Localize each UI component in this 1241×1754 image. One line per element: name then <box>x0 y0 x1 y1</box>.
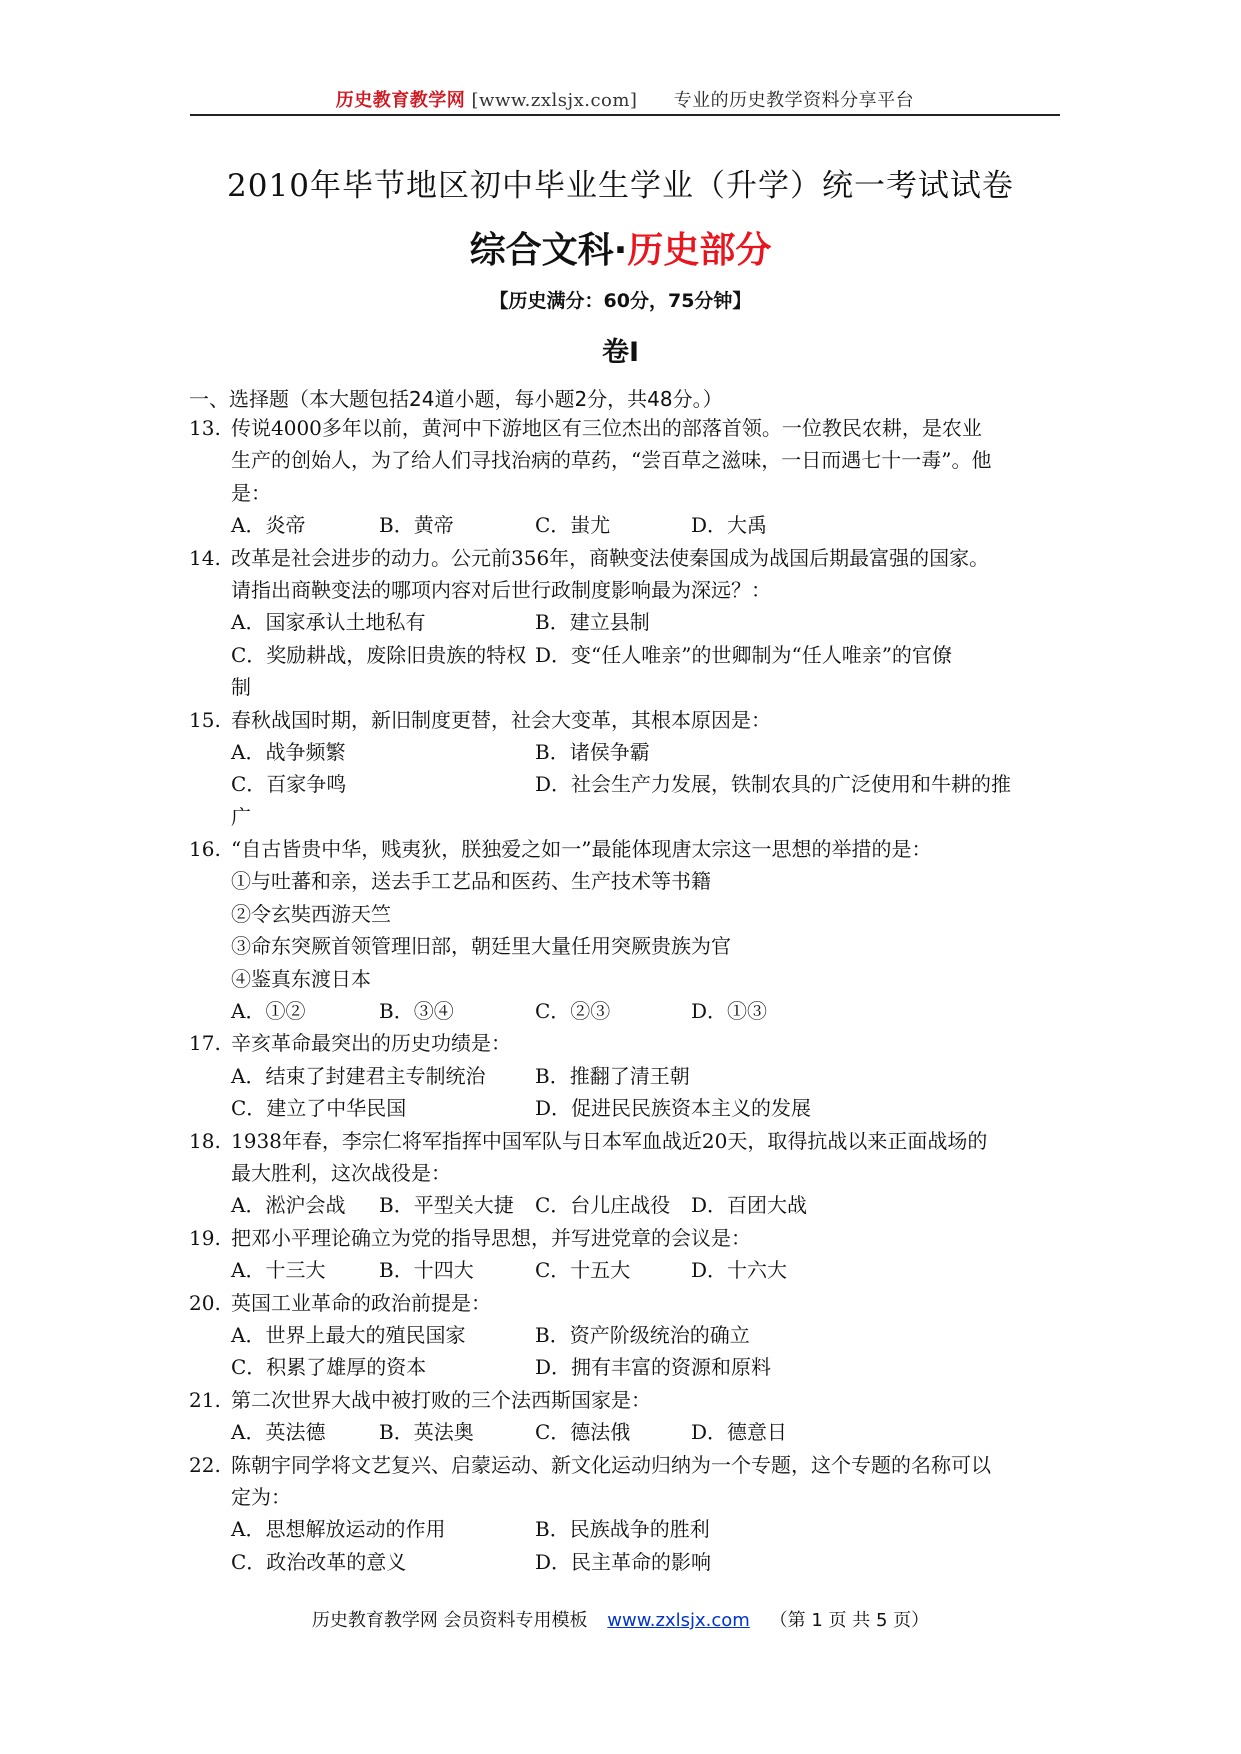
options-row <box>189 736 1059 768</box>
option-B[interactable]: B．资产阶级统治的确立 <box>535 1322 750 1347</box>
option-B[interactable]: B．诸侯争霸 <box>535 739 650 764</box>
question-stem-text: 第二次世界大战中被打败的三个法西斯国家是： <box>231 1387 651 1412</box>
question-number: 18. <box>189 1128 221 1153</box>
question-20 <box>189 1287 1059 1384</box>
page-footer <box>0 1606 1241 1632</box>
exam-title: 2010年毕节地区初中毕业生学业（升学）统一考试试卷 <box>227 168 1014 204</box>
question-stem-text: “自古皆贵中华，贱夷狄，朕独爱之如一”最能体现唐太宗这一思想的举措的是： <box>231 837 932 862</box>
question-number: 16. <box>189 837 221 862</box>
option-A[interactable]: A．世界上最大的殖民国家 <box>231 1322 466 1347</box>
options-row <box>189 639 1059 671</box>
options-row <box>189 768 1059 800</box>
question-stem-line <box>189 412 1059 444</box>
option-D[interactable]: D．百团大战 <box>691 1193 808 1218</box>
question-stem-text: 定为： <box>231 1484 291 1509</box>
option-A[interactable]: A．思想解放运动的作用 <box>231 1517 446 1542</box>
option-C[interactable]: C．②③ <box>535 999 611 1024</box>
question-13 <box>189 412 1059 542</box>
footer-page-prefix: （第 <box>769 1610 806 1631</box>
page-header <box>190 86 1060 112</box>
header-slogan: 专业的历史教学资料分享平台 <box>673 90 915 111</box>
question-number: 21. <box>189 1387 221 1412</box>
question-15 <box>189 704 1059 834</box>
subtitle-part: 历史部分 <box>627 230 772 271</box>
options-row <box>189 995 1059 1027</box>
question-stem-line <box>189 1222 1059 1254</box>
question-22 <box>189 1449 1059 1579</box>
question-stem-line <box>189 1027 1059 1059</box>
footer-page-number: 1 <box>811 1610 823 1631</box>
section-heading: 一、选择题（本大题包括24道小题，每小题2分，共48分。） <box>189 387 723 411</box>
option-D[interactable]: D．十六大 <box>691 1258 788 1283</box>
question-number: 17. <box>189 1031 221 1056</box>
question-stem-line <box>189 1384 1059 1416</box>
question-stem-text: 传说4000多年以前，黄河中下游地区有三位杰出的部落首领。一位教民农耕，是农业 <box>231 416 982 440</box>
header-site-name[interactable]: 历史教育教学网 <box>335 90 466 111</box>
footer-page-mid: 页 共 <box>828 1610 871 1631</box>
option-B[interactable]: B．推翻了清王朝 <box>535 1063 690 1088</box>
options-row <box>189 1189 1059 1221</box>
options-row <box>189 1351 1059 1383</box>
question-stem-line <box>189 1449 1059 1481</box>
subtitle-subject: 综合文科· <box>469 230 628 271</box>
option-B[interactable]: B．黄帝 <box>379 513 454 538</box>
question-stem-text: 1938年春，李宗仁将军指挥中国军队与日本军血战近20天，取得抗战以来正面战场的 <box>231 1128 988 1153</box>
question-stem-text: 最大胜利，这次战役是： <box>231 1160 451 1185</box>
question-number: 14. <box>189 545 221 570</box>
option-B[interactable]: B．平型关大捷 <box>379 1193 514 1218</box>
options-row <box>189 509 1059 541</box>
options-row <box>189 1546 1059 1578</box>
question-list <box>189 412 1059 1578</box>
exam-subtitle <box>0 222 1241 273</box>
option-C[interactable]: C．台儿庄战役 <box>535 1193 671 1218</box>
footer-page-suffix: 页） <box>893 1610 930 1631</box>
question-14 <box>189 542 1059 704</box>
option-D[interactable]: D．变“任人唯亲”的世卿制为“任人唯亲”的官僚 <box>535 642 952 667</box>
question-21 <box>189 1384 1059 1449</box>
option-C[interactable]: C．积累了雄厚的资本 <box>231 1355 427 1380</box>
options-row <box>189 1254 1059 1286</box>
score-info: 【历史满分：60分，75分钟】 <box>489 290 752 312</box>
question-number: 15. <box>189 707 221 732</box>
question-stem-text: 把邓小平理论确立为党的指导思想，并写进党章的会议是： <box>231 1225 751 1250</box>
option-D[interactable]: D．拥有丰富的资源和原料 <box>535 1355 772 1380</box>
question-stem-text: 陈朝宇同学将文艺复兴、启蒙运动、新文化运动归纳为一个专题，这个专题的名称可以 <box>231 1452 991 1477</box>
options-row <box>189 1513 1059 1545</box>
question-stem-text: 辛亥革命最突出的历史功绩是： <box>231 1031 511 1056</box>
volume-heading: 卷Ⅰ <box>601 337 640 368</box>
option-B[interactable]: B．民族战争的胜利 <box>535 1517 710 1542</box>
question-number: 13. <box>189 416 221 440</box>
option-C[interactable]: C．政治改革的意义 <box>231 1549 407 1574</box>
option-A[interactable]: A．淞沪会战 <box>231 1193 346 1218</box>
question-stem-line <box>189 1287 1059 1319</box>
option-A[interactable]: A．炎帝 <box>231 513 306 538</box>
option-B[interactable]: B．建立县制 <box>535 610 650 635</box>
option-B[interactable]: B．英法奥 <box>379 1420 474 1445</box>
footer-link[interactable]: www.zxlsjx.com <box>607 1610 750 1631</box>
option-C[interactable]: C．建立了中华民国 <box>231 1096 407 1121</box>
options-row <box>189 1319 1059 1351</box>
question-stem-line <box>189 444 1059 476</box>
footer-page-total: 5 <box>875 1610 888 1631</box>
option-A[interactable]: A．十三大 <box>231 1258 326 1283</box>
option-C[interactable]: C．蚩尤 <box>535 513 611 538</box>
option-C[interactable]: C．十五大 <box>535 1258 631 1283</box>
option-A[interactable]: A．战争频繁 <box>231 739 346 764</box>
option-C[interactable]: C．德法俄 <box>535 1420 631 1445</box>
option-A[interactable]: A．①② <box>231 999 306 1024</box>
options-row <box>189 1060 1059 1092</box>
question-number: 19. <box>189 1225 221 1250</box>
question-stem-text: 英国工业革命的政治前提是： <box>231 1290 491 1315</box>
question-stem-text: 改革是社会进步的动力。公元前356年，商鞅变法使秦国成为战国后期最富强的国家。 <box>231 545 990 570</box>
option-A[interactable]: A．结束了封建君主专制统治 <box>231 1063 486 1088</box>
question-18 <box>189 1125 1059 1222</box>
option-A[interactable]: A．国家承认土地私有 <box>231 610 426 635</box>
option-continuation: 广 <box>231 804 251 829</box>
option-B[interactable]: B．十四大 <box>379 1258 474 1283</box>
question-number: 20. <box>189 1290 221 1315</box>
question-statement: ②令玄奘西游天竺 <box>231 901 391 926</box>
question-stem-line <box>189 542 1059 574</box>
option-C[interactable]: C．百家争鸣 <box>231 772 347 797</box>
option-D[interactable]: D．民主革命的影响 <box>535 1549 712 1574</box>
option-C[interactable]: C．奖励耕战，废除旧贵族的特权 <box>231 642 527 667</box>
options-row <box>189 1416 1059 1448</box>
header-divider <box>190 114 1060 116</box>
option-D[interactable]: D．社会生产力发展，铁制农具的广泛使用和牛耕的推 <box>535 772 1012 797</box>
option-A[interactable]: A．英法德 <box>231 1420 326 1445</box>
question-stem-line <box>189 574 1059 606</box>
question-statement: ①与吐蕃和亲，送去手工艺品和医药、生产技术等书籍 <box>231 869 711 894</box>
question-16 <box>189 833 1059 1027</box>
question-stem-line <box>189 1157 1059 1189</box>
question-stem-text: 生产的创始人，为了给人们寻找治病的草药，“尝百草之滋味，一日而遇七十一毒”。他 <box>231 448 992 473</box>
question-17 <box>189 1027 1059 1124</box>
question-stem-text: 请指出商鞅变法的哪项内容对后世行政制度影响最为深远？： <box>231 577 771 602</box>
question-stem-text: 是： <box>231 480 271 505</box>
option-B[interactable]: B．③④ <box>379 999 454 1024</box>
question-statement: ③命东突厥首领管理旧部，朝廷里大量任用突厥贵族为官 <box>231 934 731 959</box>
question-statement: ④鉴真东渡日本 <box>231 966 371 991</box>
question-stem-line <box>189 833 1059 865</box>
option-D[interactable]: D．德意日 <box>691 1420 788 1445</box>
option-D[interactable]: D．大禹 <box>691 513 768 538</box>
header-url[interactable]: [www.zxlsjx.com] <box>471 90 638 111</box>
question-stem-line <box>189 477 1059 509</box>
question-stem-line <box>189 1481 1059 1513</box>
option-D[interactable]: D．促进民民族资本主义的发展 <box>535 1096 812 1121</box>
option-D[interactable]: D．①③ <box>691 999 768 1024</box>
question-number: 22. <box>189 1452 221 1477</box>
footer-site-label: 历史教育教学网 会员资料专用模板 <box>311 1610 588 1631</box>
option-continuation: 制 <box>231 675 251 700</box>
options-row <box>189 606 1059 638</box>
question-19 <box>189 1222 1059 1287</box>
question-stem-line <box>189 704 1059 736</box>
options-row <box>189 1092 1059 1124</box>
question-stem-line <box>189 1125 1059 1157</box>
question-stem-text: 春秋战国时期，新旧制度更替，社会大变革，其根本原因是： <box>231 707 771 732</box>
